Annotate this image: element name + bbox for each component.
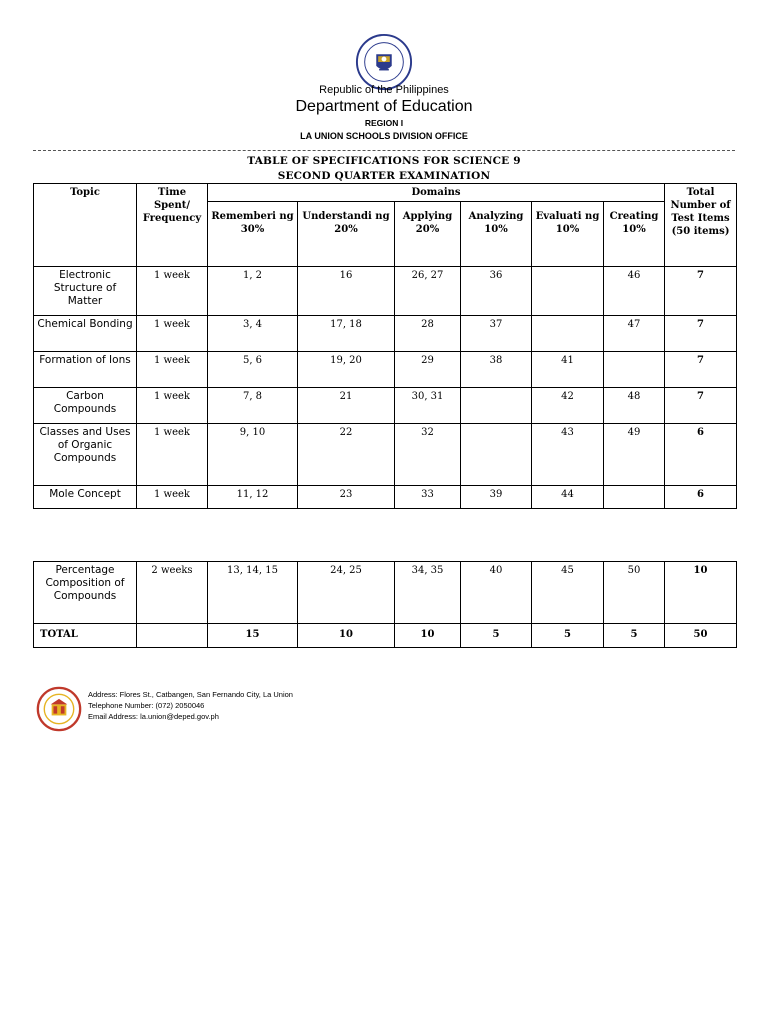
analyzing-cell	[461, 388, 532, 424]
department-title: Department of Education	[295, 98, 473, 115]
header-analyzing: Analyzing 10%	[461, 202, 532, 267]
understanding-cell: 21	[298, 388, 395, 424]
evaluating-cell	[532, 316, 604, 352]
table-row	[34, 486, 737, 509]
region-label: REGION I	[364, 118, 404, 128]
understanding-cell: 23	[298, 486, 395, 509]
total-cell: 6	[665, 424, 737, 486]
understanding-cell: 16	[298, 267, 395, 316]
total-cell: 7	[665, 316, 737, 352]
understanding-cell: 22	[298, 424, 395, 486]
total-label: TOTAL	[34, 624, 137, 648]
creating-cell	[604, 486, 665, 509]
time-cell: 2 weeks	[137, 562, 208, 624]
remembering-cell: 7, 8	[208, 388, 298, 424]
time-cell	[137, 624, 208, 648]
total-row	[34, 624, 737, 648]
time-cell: 1 week	[137, 388, 208, 424]
applying-cell: 33	[395, 486, 461, 509]
evaluating-cell: 45	[532, 562, 604, 624]
header-time: Time Spent/ Frequency	[137, 184, 208, 267]
analyzing-cell: 36	[461, 267, 532, 316]
evaluating-cell: 41	[532, 352, 604, 388]
understanding-cell: 24, 25	[298, 562, 395, 624]
applying-cell: 30, 31	[395, 388, 461, 424]
analyzing-cell	[461, 424, 532, 486]
document-title: TABLE OF SPECIFICATIONS FOR SCIENCE 9	[247, 155, 521, 167]
table-row	[34, 388, 737, 424]
remembering-cell: 1, 2	[208, 267, 298, 316]
grand-total: 50	[665, 624, 737, 648]
creating-cell: 49	[604, 424, 665, 486]
deped-seal-logo	[355, 33, 413, 91]
topic-cell: Classes and Uses of Organic Compounds	[34, 424, 137, 486]
total-cell: 6	[665, 486, 737, 509]
applying-cell: 34, 35	[395, 562, 461, 624]
time-cell: 1 week	[137, 424, 208, 486]
time-cell: 1 week	[137, 486, 208, 509]
remembering-cell: 5, 6	[208, 352, 298, 388]
header-domains: Domains	[208, 184, 665, 202]
total-cell: 10	[665, 562, 737, 624]
time-cell: 1 week	[137, 316, 208, 352]
remembering-cell: 9, 10	[208, 424, 298, 486]
header-evaluating: Evaluati ng 10%	[532, 202, 604, 267]
creating-cell: 46	[604, 267, 665, 316]
footer-email: Email Address: la.union@deped.gov.ph	[88, 712, 219, 721]
remembering-cell: 3, 4	[208, 316, 298, 352]
topic-cell: Mole Concept	[34, 486, 137, 509]
table-row	[34, 267, 737, 316]
header-divider	[33, 150, 735, 151]
header-understanding: Understandi ng 20%	[298, 202, 395, 267]
header-row	[34, 184, 737, 202]
header-topic: Topic	[34, 184, 137, 267]
creating-cell: 48	[604, 388, 665, 424]
applying-cell: 28	[395, 316, 461, 352]
evaluating-total: 5	[532, 624, 604, 648]
header-total: Total Number of Test Items (50 items)	[665, 184, 737, 267]
total-cell: 7	[665, 267, 737, 316]
topic-cell: Percentage Composition of Compounds	[34, 562, 137, 624]
division-office-label: LA UNION SCHOOLS DIVISION OFFICE	[300, 131, 468, 141]
footer-address: Address: Flores St., Catbangen, San Fernando City, La Union	[88, 690, 293, 699]
remembering-cell: 13, 14, 15	[208, 562, 298, 624]
understanding-total: 10	[298, 624, 395, 648]
creating-cell: 50	[604, 562, 665, 624]
creating-cell: 47	[604, 316, 665, 352]
specifications-table	[33, 183, 737, 509]
total-cell: 7	[665, 352, 737, 388]
creating-total: 5	[604, 624, 665, 648]
header-creating: Creating 10%	[604, 202, 665, 267]
republic-label: Republic of the Philippines	[319, 84, 449, 96]
total-cell: 7	[665, 388, 737, 424]
header-remembering: Rememberi ng 30%	[208, 202, 298, 267]
analyzing-total: 5	[461, 624, 532, 648]
evaluating-cell	[532, 267, 604, 316]
division-office-logo	[36, 686, 82, 732]
remembering-total: 15	[208, 624, 298, 648]
evaluating-cell: 42	[532, 388, 604, 424]
table-row	[34, 316, 737, 352]
topic-cell: Chemical Bonding	[34, 316, 137, 352]
applying-cell: 32	[395, 424, 461, 486]
understanding-cell: 19, 20	[298, 352, 395, 388]
document-subtitle: SECOND QUARTER EXAMINATION	[277, 170, 491, 182]
specifications-table-continued	[33, 561, 737, 648]
understanding-cell: 17, 18	[298, 316, 395, 352]
time-cell: 1 week	[137, 267, 208, 316]
remembering-cell: 11, 12	[208, 486, 298, 509]
analyzing-cell: 39	[461, 486, 532, 509]
analyzing-cell: 38	[461, 352, 532, 388]
applying-total: 10	[395, 624, 461, 648]
table-row	[34, 424, 737, 486]
time-cell: 1 week	[137, 352, 208, 388]
topic-cell: Electronic Structure of Matter	[34, 267, 137, 316]
evaluating-cell: 44	[532, 486, 604, 509]
header-applying: Applying 20%	[395, 202, 461, 267]
applying-cell: 26, 27	[395, 267, 461, 316]
table-row	[34, 352, 737, 388]
analyzing-cell: 40	[461, 562, 532, 624]
topic-cell: Formation of Ions	[34, 352, 137, 388]
evaluating-cell: 43	[532, 424, 604, 486]
topic-cell: Carbon Compounds	[34, 388, 137, 424]
footer-telephone: Telephone Number: (072) 2050046	[88, 701, 205, 710]
applying-cell: 29	[395, 352, 461, 388]
table-row	[34, 562, 737, 624]
creating-cell	[604, 352, 665, 388]
analyzing-cell: 37	[461, 316, 532, 352]
